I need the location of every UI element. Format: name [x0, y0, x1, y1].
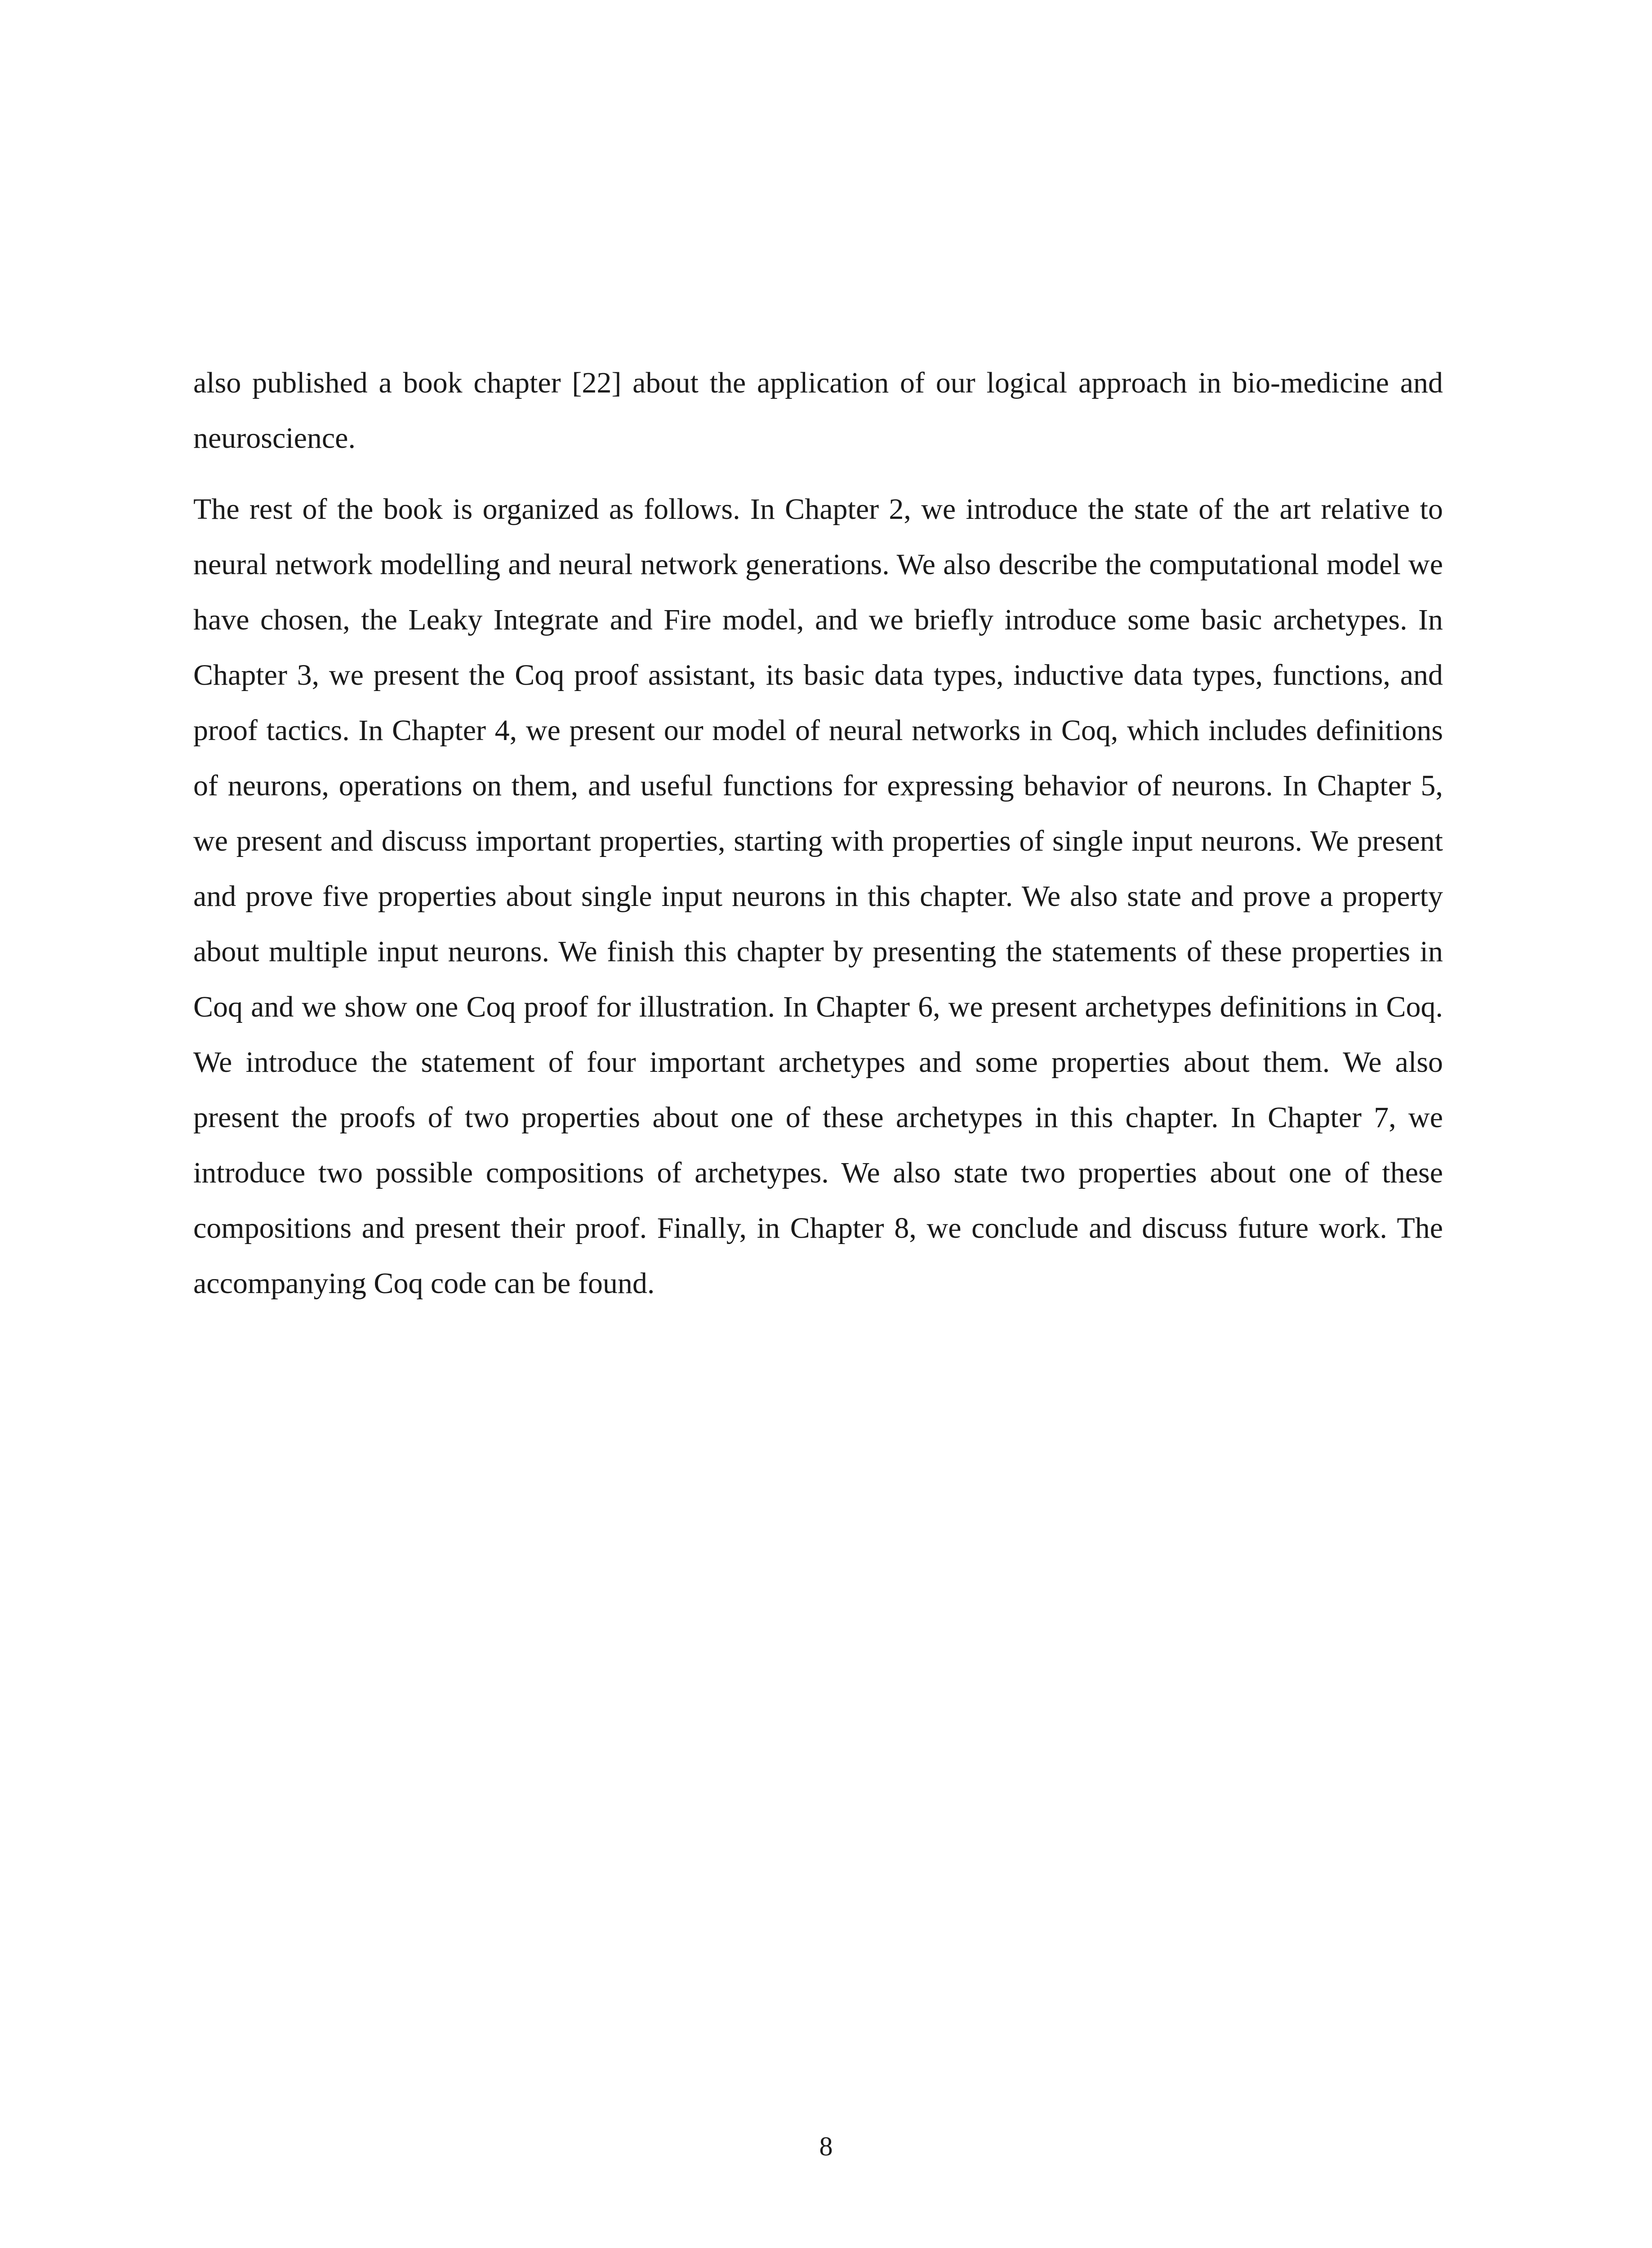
- body-text: [193, 355, 1443, 1311]
- paragraph-intro: also published a book chapter [22] about the application of our logical approach in bio-medicine and neuroscience.: [193, 366, 1443, 455]
- page-number: 8: [819, 2132, 833, 2161]
- paragraph-book-organization: The rest of the book is organized as follows. In Chapter 2, we introduce the state of the art relative to neural network modelling and neural network generations. We also describe the computational model we have chosen, the Leaky Integrate and Fire model, and we briefly introduce some basic archetypes. In Chapter 3, we present the Coq proof assistant, its basic data types, inductive data types, functions, and proof tactics. In Chapter 4, we present our model of neural networks in Coq, which includes definitions of neurons, operations on them, and useful functions for expressing behavior of neurons. In Chapter 5, we present and discuss important properties, starting with properties of single input neurons. We present and prove five properties about single input neurons in this chapter. We also state and prove a property about multiple input neurons. We finish this chapter by presenting the statements of these properties in Coq and we show one Coq proof for illustration. In Chapter 6, we present archetypes definitions in Coq. We introduce the statement of four important archetypes and some properties about them. We also present the proofs of two properties about one of these archetypes in this chapter. In Chapter 7, we introduce two possible compositions of archetypes. We also state two properties about one of these compositions and present their proof. Finally, in Chapter 8, we conclude and discuss future work. The accompanying Coq code can be found.: [193, 493, 1443, 1300]
